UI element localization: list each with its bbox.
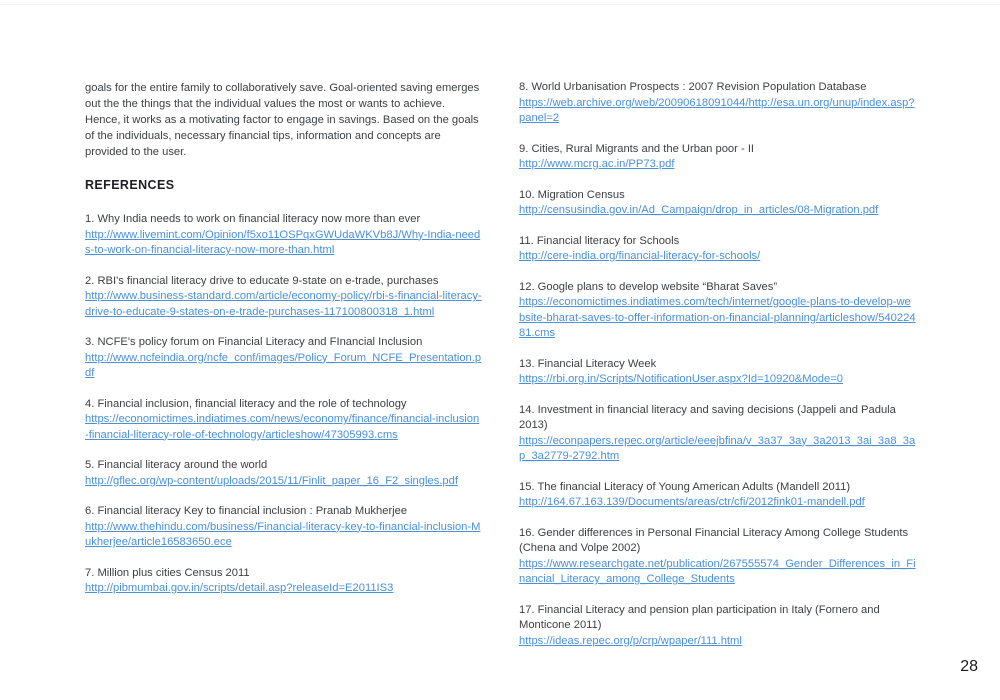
- left-column: [85, 80, 482, 612]
- reference-title: 12. Google plans to develop website “Bharat Saves”: [519, 280, 778, 293]
- reference-link[interactable]: https://web.archive.org/web/20090618091044/http://esa.un.org/unup/index.asp?panel=2: [519, 96, 915, 124]
- reference-title: 6. Financial literacy Key to financial inclusion : Pranab Mukherjee: [85, 505, 408, 517]
- reference-link[interactable]: http://164.67.163.139/Documents/areas/ctr/cfi/2012fink01-mandell.pdf: [519, 496, 865, 508]
- reference-item: [519, 80, 916, 127]
- reference-title: 1. Why India needs to work on financial literacy now more than ever: [85, 213, 421, 225]
- slide-top-divider: [0, 4, 1000, 5]
- reference-title: 14. Investment in financial literacy and saving decisions (Jappeli and Padula 2013): [519, 403, 896, 431]
- reference-link[interactable]: https://www.researchgate.net/publication/267555574_Gender_Differences_in_Financial_Literacy_among_College_Students: [519, 557, 916, 585]
- reference-item: [519, 280, 916, 342]
- reference-item: [519, 142, 916, 173]
- reference-title: 10. Migration Census: [519, 188, 625, 201]
- reference-title: 5. Financial literacy around the world: [85, 459, 268, 471]
- reference-item: [519, 357, 916, 388]
- reference-title: 11. Financial literacy for Schools: [519, 234, 680, 247]
- reference-item: [85, 335, 482, 382]
- reference-link[interactable]: https://economictimes.indiatimes.com/news/economy/finance/financial-inclusion-financial-literacy-role-of-technology/articleshow/47305993.cms: [85, 413, 480, 441]
- reference-title: 3. NCFE's policy forum on Financial Literacy and FInancial Inclusion: [85, 336, 423, 348]
- reference-item: [85, 458, 482, 489]
- reference-link[interactable]: http://gflec.org/wp-content/uploads/2015/11/Finlit_paper_16_F2_singles.pdf: [85, 474, 458, 487]
- reference-item: [519, 603, 916, 650]
- reference-item: [85, 212, 482, 259]
- references-heading: REFERENCES: [85, 178, 175, 192]
- reference-item: [519, 526, 916, 588]
- reference-title: 9. Cities, Rural Migrants and the Urban poor - II: [519, 142, 755, 155]
- right-column: [519, 80, 916, 664]
- reference-link[interactable]: http://www.livemint.com/Opinion/f5xo11OSPqxGWUdaWKVb8J/Why-India-needs-to-work-on-financial-literacy-now-more-than.html: [85, 228, 481, 256]
- reference-item: [85, 397, 482, 444]
- reference-link[interactable]: http://censusindia.gov.in/Ad_Campaign/drop_in_articles/08-Migration.pdf: [519, 204, 879, 216]
- reference-title: 13. Financial Literacy Week: [519, 357, 657, 370]
- reference-link[interactable]: http://www.business-standard.com/article/economy-policy/rbi-s-financial-literacy-drive-to-educate-9-states-on-e-trade-purchases-117100800318_1.html: [85, 290, 482, 318]
- reference-link[interactable]: http://www.mcrg.ac.in/PP73.pdf: [519, 158, 675, 170]
- reference-title: 16. Gender differences in Personal Financial Literacy Among College Students (Chena and Volpe 2002): [519, 526, 909, 554]
- reference-item: [519, 234, 916, 265]
- reference-link[interactable]: http://cere-india.org/financial-literacy-for-schools/: [519, 250, 761, 262]
- reference-item: [519, 188, 916, 219]
- reference-title: 4. Financial inclusion, financial literacy and the role of technology: [85, 397, 407, 410]
- reference-link[interactable]: https://rbi.org.in/Scripts/NotificationUser.aspx?Id=10920&Mode=0: [519, 373, 843, 385]
- reference-title: 8. World Urbanisation Prospects : 2007 Revision Population Database: [519, 81, 867, 93]
- reference-item: [519, 403, 916, 465]
- reference-link[interactable]: https://economictimes.indiatimes.com/tech/internet/google-plans-to-develop-website-bharat-saves-to-offer-information-on-financial-planning/articleshow/54022481.cms: [519, 296, 916, 339]
- body-paragraph: goals for the entire family to collaboratively save. Goal-oriented saving emerges out the the things that the individual values the most or wants to achieve. Hence, it works as a motivating factor to engage in savings. Based on the goals of the individuals, necessary financial tips, information and concepts are provided to the user.: [85, 82, 480, 158]
- reference-link[interactable]: http://www.thehindu.com/business/Financial-literacy-key-to-financial-inclusion-Mukherjee/article16583650.ece: [85, 520, 481, 548]
- reference-link[interactable]: https://ideas.repec.org/p/crp/wpaper/111.html: [519, 634, 742, 647]
- reference-item: [85, 274, 482, 321]
- reference-link[interactable]: http://pibmumbai.gov.in/scripts/detail.asp?releaseId=E2011IS3: [85, 582, 394, 594]
- reference-item: [85, 504, 482, 551]
- reference-title: 7. Million plus cities Census 2011: [85, 566, 250, 579]
- reference-link[interactable]: http://www.ncfeindia.org/ncfe_conf/images/Policy_Forum_NCFE_Presentation.pdf: [85, 351, 482, 379]
- reference-item: [85, 566, 482, 597]
- reference-title: 15. The financial Literacy of Young American Adults (Mandell 2011): [519, 480, 851, 493]
- reference-title: 17. Financial Literacy and pension plan participation in Italy (Fornero and Monticone 2011): [519, 603, 880, 631]
- reference-link[interactable]: https://econpapers.repec.org/article/eeejbfina/v_3a37_3ay_3a2013_3ai_3a8_3ap_3a2779-2792.htm: [519, 434, 916, 462]
- reference-item: [519, 480, 916, 511]
- reference-title: 2. RBI's financial literacy drive to educate 9-state on e-trade, purchases: [85, 274, 439, 287]
- page-number: 28: [960, 658, 978, 675]
